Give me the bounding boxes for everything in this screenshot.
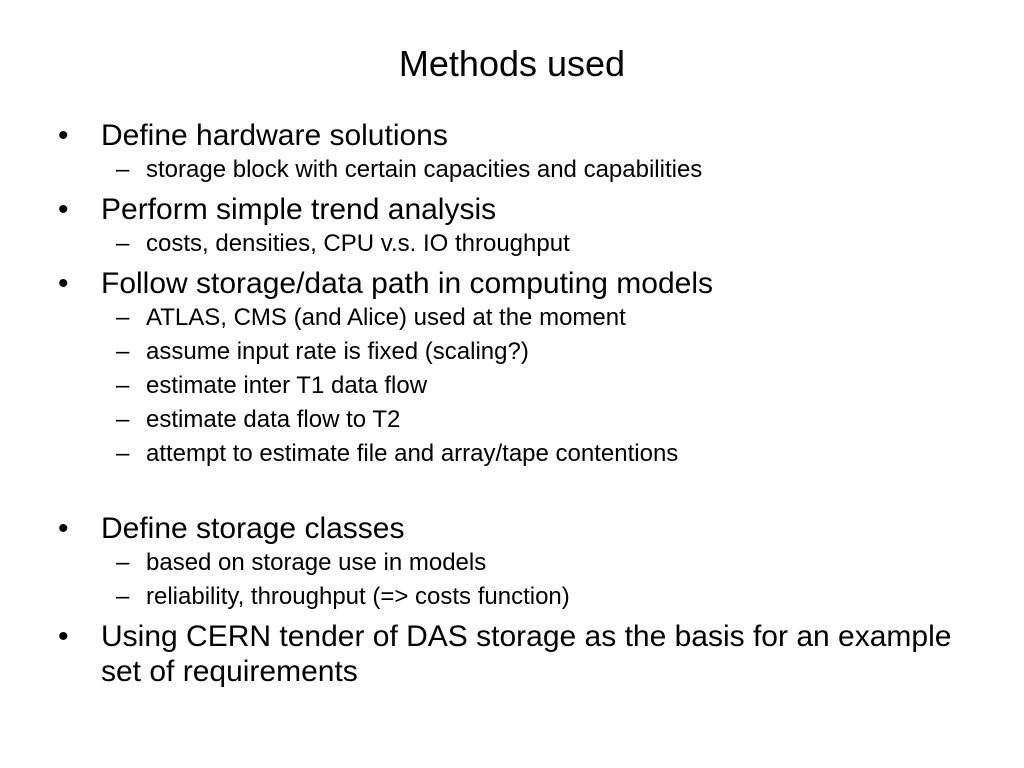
- dash-marker: –: [116, 406, 130, 433]
- sub-bullet-text: estimate data flow to T2: [146, 406, 401, 433]
- sub-bullet-text: ATLAS, CMS (and Alice) used at the moment: [146, 304, 626, 331]
- sub-bullet-item: [58, 580, 958, 614]
- bullet-item: [58, 511, 958, 546]
- sub-bullet-item: [58, 403, 958, 437]
- sub-bullet-text: based on storage use in models: [146, 549, 487, 576]
- bullet-item: [58, 192, 958, 227]
- dash-marker: –: [116, 338, 130, 365]
- sub-bullet-text: assume input rate is fixed (scaling?): [146, 338, 529, 365]
- sub-bullet-item: [58, 301, 958, 335]
- sub-bullet-item: [58, 546, 958, 580]
- bullet-marker: •: [58, 267, 69, 300]
- bullet-text: Define storage classes: [101, 512, 405, 545]
- sub-bullet-item: [58, 335, 958, 369]
- sub-bullet-item: [58, 437, 958, 471]
- bullet-text: Perform simple trend analysis: [101, 193, 497, 226]
- bullet-marker: •: [58, 119, 69, 152]
- bullet-item: [58, 619, 958, 689]
- sub-bullet-text: estimate inter T1 data flow: [146, 372, 428, 399]
- dash-marker: –: [116, 440, 130, 467]
- bullet-item: [58, 118, 958, 153]
- bullet-marker: •: [58, 620, 69, 653]
- sub-bullet-text: reliability, throughput (=> costs function): [146, 583, 570, 610]
- sub-bullet-text: attempt to estimate file and array/tape contentions: [146, 440, 679, 467]
- sub-bullet-text: costs, densities, CPU v.s. IO throughput: [146, 230, 570, 257]
- bullet-item: [58, 266, 958, 301]
- bullet-list: [58, 118, 958, 689]
- dash-marker: –: [116, 583, 130, 610]
- sub-bullet-item: [58, 227, 958, 261]
- bullet-text: Using CERN tender of DAS storage as the basis for an example set of requirements: [101, 620, 952, 688]
- dash-marker: –: [116, 230, 130, 257]
- bullet-text: Define hardware solutions: [101, 119, 448, 152]
- dash-marker: –: [116, 549, 130, 576]
- bullet-text: Follow storage/data path in computing models: [101, 267, 714, 300]
- bullet-marker: •: [58, 193, 69, 226]
- bullet-marker: •: [58, 512, 69, 545]
- dash-marker: –: [116, 372, 130, 399]
- sub-bullet-text: storage block with certain capacities and capabilities: [146, 156, 703, 183]
- slide-title: Methods used: [398, 43, 626, 84]
- dash-marker: –: [116, 304, 130, 331]
- dash-marker: –: [116, 156, 130, 183]
- sub-bullet-item: [58, 153, 958, 187]
- sub-bullet-item: [58, 369, 958, 403]
